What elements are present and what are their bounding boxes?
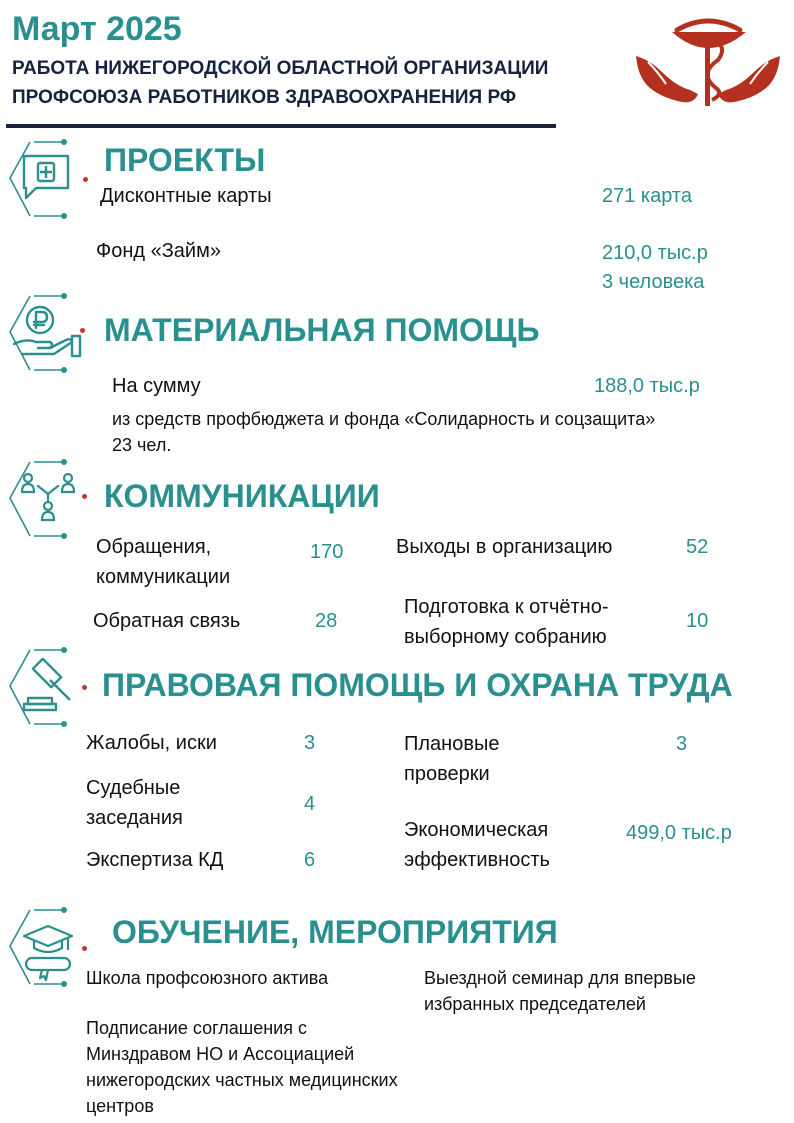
loan-fund-people: 3 человека <box>602 271 705 293</box>
section-title-projects: ПРОЕКТЫ <box>104 142 266 178</box>
expertise-label: Экспертиза КД <box>86 849 224 871</box>
bullet-dot <box>83 177 88 182</box>
checks-label-line-2: проверки <box>404 763 490 785</box>
people-network-icon <box>6 458 88 544</box>
bullet-dot <box>82 494 87 499</box>
visits-label: Выходы в организацию <box>396 536 613 558</box>
complaints-label: Жалобы, иски <box>86 732 217 754</box>
graduation-cap-icon <box>6 906 88 992</box>
court-value: 4 <box>304 793 316 815</box>
medical-bowl-hands-logo <box>632 8 784 112</box>
section-title-aid: МАТЕРИАЛЬНАЯ ПОМОЩЬ <box>104 312 540 348</box>
gavel-icon <box>6 646 88 732</box>
aid-people-count: 23 чел. <box>112 435 172 455</box>
expertise-value: 6 <box>304 849 316 871</box>
subtitle-line-1: РАБОТА НИЖЕГОРОДСКОЙ ОБЛАСТНОЙ ОРГАНИЗАЦИИ <box>12 58 549 79</box>
page-title: Март 2025 <box>12 10 182 48</box>
discount-cards-value: 271 карта <box>602 185 692 207</box>
bullet-dot <box>82 685 87 690</box>
agreement-line-1: Подписание соглашения с <box>86 1018 307 1038</box>
discount-cards-label: Дисконтные карты <box>100 185 272 207</box>
complaints-value: 3 <box>304 732 316 754</box>
section-title-communications: КОММУНИКАЦИИ <box>104 478 380 514</box>
preparation-value: 10 <box>686 610 709 632</box>
appeals-label-line-2: коммуникации <box>96 566 231 588</box>
agreement-line-4: центров <box>86 1096 154 1116</box>
preparation-label-line-1: Подготовка к отчётно- <box>404 596 609 618</box>
court-label-line-1: Судебные <box>86 777 181 799</box>
agreement-line-2: Минздравом НО и Ассоциацией <box>86 1044 355 1064</box>
ruble-hand-icon <box>6 292 88 378</box>
feedback-label: Обратная связь <box>93 610 241 632</box>
header-divider <box>6 124 556 128</box>
appeals-label-line-1: Обращения, <box>96 536 212 558</box>
aid-source-note: из средств профбюджета и фонда «Солидарность и соцзащита» <box>112 409 656 429</box>
economic-label-line-2: эффективность <box>404 849 550 871</box>
agreement-line-3: нижегородских частных медицинских <box>86 1070 398 1090</box>
preparation-label-line-2: выборному собранию <box>404 626 607 648</box>
appeals-value: 170 <box>310 541 344 563</box>
bullet-dot <box>80 328 85 333</box>
loan-fund-amount: 210,0 тыс.р <box>602 242 708 264</box>
seminar-line-2: избранных председателей <box>424 994 646 1014</box>
aid-sum-label: На сумму <box>112 375 201 397</box>
feedback-value: 28 <box>315 610 338 632</box>
economic-value: 499,0 тыс.р <box>626 822 732 844</box>
loan-fund-label: Фонд «Займ» <box>96 240 221 262</box>
visits-value: 52 <box>686 536 709 558</box>
section-title-education: ОБУЧЕНИЕ, МЕРОПРИЯТИЯ <box>112 914 558 950</box>
subtitle-line-2: ПРОФСОЮЗА РАБОТНИКОВ ЗДРАВООХРАНЕНИЯ РФ <box>12 87 517 108</box>
checks-value: 3 <box>676 733 688 755</box>
court-label-line-2: заседания <box>86 807 183 829</box>
medical-chat-icon <box>6 138 88 224</box>
seminar-line-1: Выездной семинар для впервые <box>424 968 696 988</box>
bullet-dot <box>82 946 87 951</box>
activist-school-item: Школа профсоюзного актива <box>86 968 329 988</box>
aid-sum-value: 188,0 тыс.р <box>594 375 700 397</box>
checks-label-line-1: Плановые <box>404 733 500 755</box>
economic-label-line-1: Экономическая <box>404 819 549 841</box>
section-title-legal: ПРАВОВАЯ ПОМОЩЬ И ОХРАНА ТРУДА <box>102 667 733 703</box>
